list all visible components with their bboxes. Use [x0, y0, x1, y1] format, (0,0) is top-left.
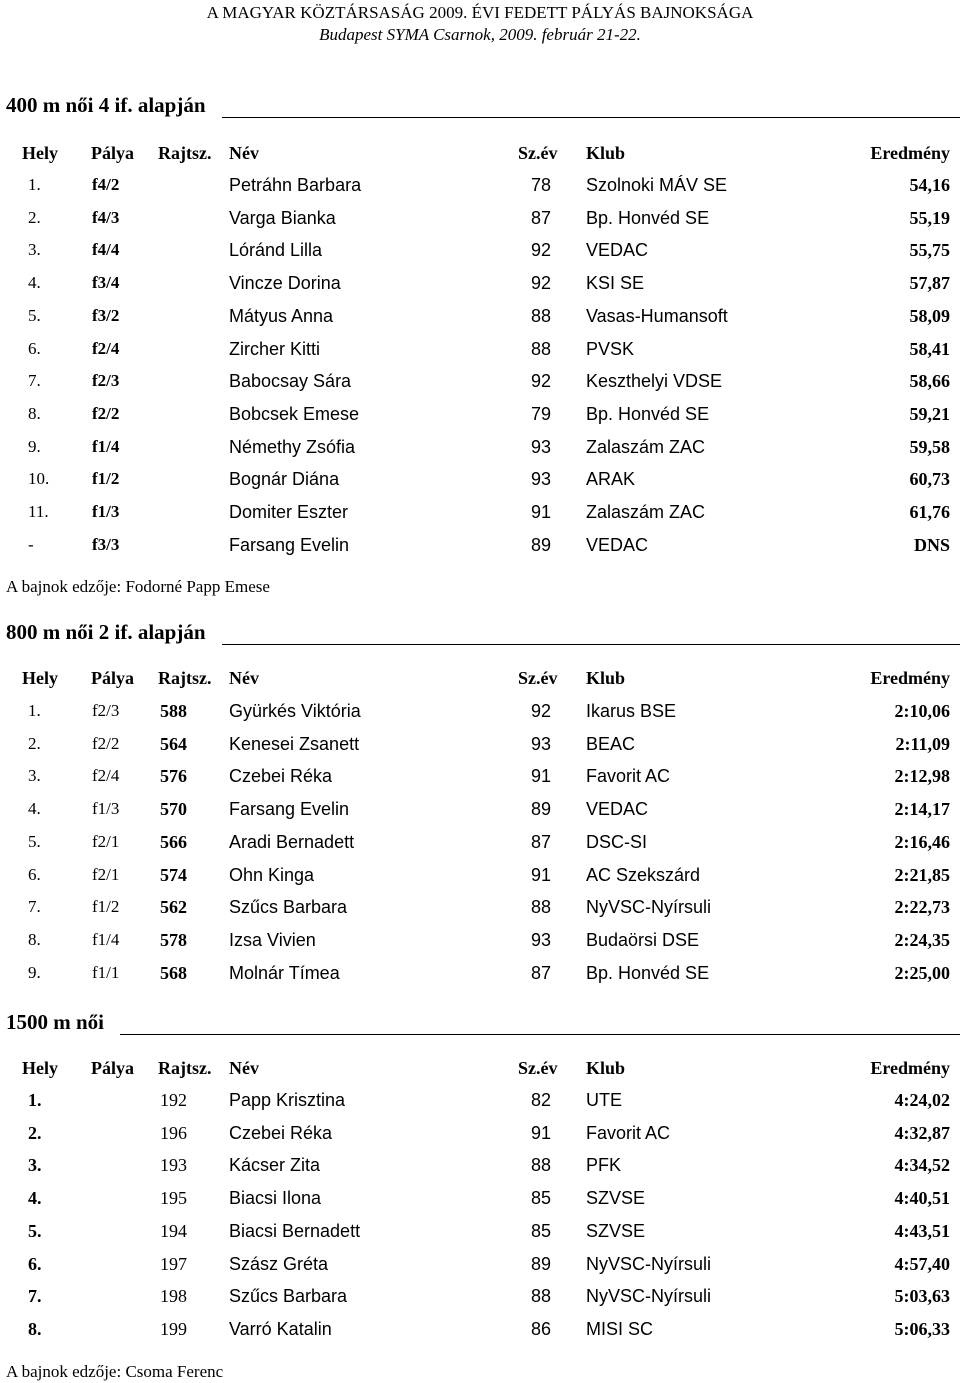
- cell-nev: Kácser Zita: [229, 1155, 321, 1176]
- section-rule: [222, 117, 960, 118]
- cell-klub: VEDAC: [586, 799, 649, 820]
- cell-nev: Petráhn Barbara: [229, 175, 362, 195]
- table-row: [0, 532, 960, 558]
- column-header-hely: Hely: [22, 668, 58, 688]
- cell-rajt: 576: [160, 766, 187, 787]
- cell-hely: 7.: [28, 371, 41, 391]
- cell-klub: VEDAC: [586, 534, 649, 555]
- cell-hely: 9.: [28, 962, 41, 982]
- cell-nev: Domiter Eszter: [229, 502, 349, 522]
- column-header-rajtszam: Rajtsz.: [158, 668, 212, 688]
- cell-nev: Gyürkés Viktória: [229, 701, 361, 721]
- table-row: [0, 205, 960, 231]
- cell-nev: Vincze Dorina: [229, 273, 341, 294]
- cell-palya: f2/1: [92, 864, 120, 884]
- cell-ev: 91: [531, 1122, 552, 1143]
- cell-hely: 3.: [28, 1155, 42, 1176]
- cell-palya: f1/3: [92, 799, 120, 819]
- cell-klub: PVSK: [586, 338, 635, 359]
- table-row: [0, 1218, 960, 1244]
- cell-ev: 91: [531, 766, 552, 787]
- cell-hely: 6.: [28, 338, 41, 358]
- cell-ered: 57,87: [909, 273, 950, 294]
- cell-klub: UTE: [586, 1090, 622, 1110]
- table-row: [0, 368, 960, 394]
- cell-klub: Keszthelyi VDSE: [586, 371, 723, 392]
- cell-palya: f2/3: [92, 701, 120, 720]
- cell-nev: Aradi Bernadett: [229, 831, 355, 852]
- cell-ered: 5:06,33: [894, 1318, 950, 1339]
- cell-rajt: 568: [160, 962, 187, 983]
- cell-nev: Ohn Kinga: [229, 864, 315, 885]
- cell-rajt: 195: [160, 1188, 187, 1209]
- column-header-nev: Név: [229, 1058, 259, 1078]
- column-header-rajtszam: Rajtsz.: [158, 143, 212, 163]
- cell-nev: Varga Bianka: [229, 207, 336, 228]
- cell-ered: 2:22,73: [894, 897, 950, 918]
- cell-klub: AC Szekszárd: [586, 864, 701, 885]
- cell-ev: 78: [531, 175, 552, 195]
- cell-ev: 89: [531, 1253, 552, 1274]
- cell-palya: f4/3: [92, 207, 120, 227]
- cell-nev: Szász Gréta: [229, 1253, 329, 1274]
- cell-hely: 3.: [28, 766, 41, 786]
- cell-nev: Farsang Evelin: [229, 534, 350, 555]
- cell-ev: 93: [531, 436, 552, 457]
- cell-klub: ARAK: [586, 469, 636, 490]
- cell-hely: 3.: [28, 240, 41, 260]
- cell-klub: MISI SC: [586, 1318, 654, 1339]
- cell-ev: 93: [531, 733, 552, 754]
- table-row: [0, 763, 960, 789]
- venue-date: Budapest SYMA Csarnok, 2009. február 21-22.: [319, 25, 641, 44]
- cell-ev: 92: [531, 371, 552, 392]
- column-header-rajtszam: Rajtsz.: [158, 1058, 212, 1078]
- cell-ered: 2:16,46: [894, 831, 950, 852]
- cell-rajt: 566: [160, 831, 187, 852]
- cell-klub: Zalaszám ZAC: [586, 436, 706, 457]
- cell-hely: 8.: [28, 1318, 42, 1339]
- column-header-palya: Pálya: [91, 668, 134, 688]
- column-header-szuletesi_ev: Sz.év: [518, 143, 558, 163]
- cell-ered: 58,66: [909, 371, 950, 392]
- cell-nev: Biacsi Bernadett: [229, 1220, 361, 1241]
- cell-ev: 88: [531, 305, 552, 326]
- table-row: [0, 829, 960, 855]
- cell-rajt: 196: [160, 1122, 187, 1143]
- cell-klub: SZVSE: [586, 1188, 646, 1209]
- cell-ered: 55,75: [909, 240, 950, 261]
- cell-hely: 6.: [28, 864, 41, 884]
- cell-ev: 87: [531, 962, 552, 983]
- cell-palya: f1/2: [92, 897, 120, 917]
- cell-ev: 87: [531, 207, 552, 228]
- table-row: [0, 1283, 960, 1309]
- table-row: [0, 960, 960, 986]
- column-header-eredmeny: Eredmény: [870, 143, 950, 163]
- cell-klub: Vasas-Humansoft: [586, 305, 728, 326]
- cell-ev: 91: [531, 864, 552, 885]
- cell-rajt: 198: [160, 1286, 187, 1307]
- coach-note: A bajnok edzője: Csoma Ferenc: [6, 1362, 224, 1381]
- cell-hely: -: [28, 534, 34, 554]
- cell-ered: 54,16: [909, 175, 950, 195]
- cell-ev: 88: [531, 338, 552, 359]
- cell-ered: 61,76: [909, 502, 950, 522]
- cell-rajt: 193: [160, 1155, 187, 1176]
- cell-klub: Budaörsi DSE: [586, 929, 700, 950]
- table-row: [0, 1152, 960, 1178]
- cell-ered: 5:03,63: [894, 1286, 950, 1307]
- cell-ev: 86: [531, 1318, 552, 1339]
- column-header-klub: Klub: [586, 668, 626, 688]
- cell-palya: f1/4: [92, 436, 120, 456]
- table-row: [0, 1251, 960, 1277]
- table-row: [0, 270, 960, 296]
- cell-ev: 82: [531, 1090, 552, 1110]
- column-header-szuletesi_ev: Sz.év: [518, 668, 558, 688]
- cell-nev: Zircher Kitti: [229, 338, 321, 359]
- cell-palya: f1/4: [92, 929, 120, 949]
- cell-klub: SZVSE: [586, 1220, 646, 1241]
- cell-klub: Ikarus BSE: [586, 701, 677, 721]
- cell-palya: f2/1: [92, 831, 120, 851]
- cell-ev: 87: [531, 831, 552, 852]
- cell-nev: Bognár Diána: [229, 469, 340, 490]
- cell-palya: f2/3: [92, 371, 120, 391]
- cell-klub: Bp. Honvéd SE: [586, 207, 710, 228]
- cell-ered: 2:12,98: [894, 766, 950, 787]
- cell-klub: NyVSC-Nyírsuli: [586, 1253, 712, 1274]
- cell-ev: 88: [531, 1286, 552, 1307]
- cell-hely: 8.: [28, 929, 41, 949]
- cell-palya: f3/4: [92, 273, 120, 293]
- section-rule: [120, 1034, 960, 1035]
- cell-hely: 10.: [28, 469, 50, 489]
- cell-hely: 1.: [28, 1090, 42, 1110]
- column-header-nev: Név: [229, 668, 259, 688]
- cell-klub: Favorit AC: [586, 1122, 671, 1143]
- cell-ev: 89: [531, 799, 552, 820]
- cell-nev: Szűcs Barbara: [229, 897, 348, 918]
- table-row: [0, 796, 960, 822]
- cell-hely: 11.: [28, 502, 49, 521]
- cell-nev: Izsa Vivien: [229, 929, 316, 950]
- cell-palya: f3/3: [92, 534, 120, 554]
- cell-ered: 4:34,52: [894, 1155, 950, 1176]
- cell-ered: 4:32,87: [894, 1122, 950, 1143]
- cell-ered: 2:21,85: [894, 864, 950, 885]
- cell-hely: 7.: [28, 897, 41, 917]
- cell-ered: 55,19: [909, 207, 950, 228]
- cell-nev: Papp Krisztina: [229, 1090, 346, 1110]
- table-row: [0, 172, 960, 198]
- cell-hely: 9.: [28, 436, 41, 456]
- cell-hely: 7.: [28, 1286, 42, 1307]
- cell-hely: 2.: [28, 1122, 42, 1143]
- table-row: [0, 698, 960, 724]
- cell-nev: Mátyus Anna: [229, 305, 334, 326]
- cell-nev: Farsang Evelin: [229, 799, 350, 820]
- cell-hely: 8.: [28, 403, 41, 423]
- table-row: [0, 1087, 960, 1113]
- table-row: [0, 731, 960, 757]
- table-row: [0, 927, 960, 953]
- cell-ev: 93: [531, 929, 552, 950]
- cell-hely: 4.: [28, 273, 41, 293]
- cell-hely: 4.: [28, 1188, 42, 1209]
- cell-ered: 59,58: [909, 436, 950, 457]
- cell-palya: f1/1: [92, 962, 120, 982]
- cell-klub: NyVSC-Nyírsuli: [586, 1286, 712, 1307]
- table-header: [0, 1055, 960, 1081]
- table-header: [0, 665, 960, 691]
- cell-ered: 2:11,09: [895, 733, 950, 754]
- cell-palya: f2/2: [92, 733, 120, 753]
- table-header: [0, 140, 960, 166]
- cell-nev: Czebei Réka: [229, 1122, 333, 1143]
- cell-klub: Bp. Honvéd SE: [586, 962, 710, 983]
- column-header-hely: Hely: [22, 143, 58, 163]
- cell-ev: 88: [531, 897, 552, 918]
- cell-ered: 2:25,00: [894, 962, 950, 983]
- cell-klub: NyVSC-Nyírsuli: [586, 897, 712, 918]
- table-row: [0, 1185, 960, 1211]
- cell-rajt: 588: [160, 701, 187, 721]
- cell-palya: f2/4: [92, 766, 120, 786]
- cell-palya: f2/2: [92, 403, 120, 423]
- cell-klub: PFK: [586, 1155, 622, 1176]
- cell-klub: Bp. Honvéd SE: [586, 403, 710, 424]
- cell-ev: 91: [531, 502, 552, 522]
- section-rule: [222, 644, 960, 645]
- cell-nev: Czebei Réka: [229, 766, 333, 787]
- column-header-palya: Pálya: [91, 143, 134, 163]
- cell-rajt: 194: [160, 1220, 187, 1241]
- cell-klub: BEAC: [586, 733, 636, 754]
- cell-hely: 2.: [28, 207, 41, 227]
- section-title: 1500 m női: [6, 1010, 105, 1034]
- cell-klub: Zalaszám ZAC: [586, 502, 706, 522]
- cell-nev: Varró Katalin: [229, 1318, 332, 1339]
- cell-ered: 60,73: [909, 469, 950, 490]
- cell-palya: f4/4: [92, 240, 120, 260]
- table-row: [0, 499, 960, 525]
- cell-hely: 1.: [28, 701, 41, 720]
- cell-nev: Némethy Zsófia: [229, 436, 356, 457]
- section-title: 800 m női 2 if. alapján: [6, 620, 206, 644]
- column-header-nev: Név: [229, 143, 259, 163]
- cell-ev: 88: [531, 1155, 552, 1176]
- cell-nev: Biacsi Ilona: [229, 1188, 322, 1209]
- table-row: [0, 434, 960, 460]
- cell-ered: 4:24,02: [894, 1090, 950, 1110]
- cell-rajt: 578: [160, 929, 187, 950]
- cell-ered: 4:57,40: [894, 1253, 950, 1274]
- cell-ered: 4:43,51: [894, 1220, 950, 1241]
- cell-ered: 58,09: [909, 305, 950, 326]
- cell-hely: 5.: [28, 1220, 42, 1241]
- cell-palya: f1/2: [92, 469, 120, 489]
- table-row: [0, 336, 960, 362]
- cell-klub: KSI SE: [586, 273, 645, 294]
- table-row: [0, 303, 960, 329]
- table-row: [0, 401, 960, 427]
- table-row: [0, 1316, 960, 1342]
- cell-ev: 89: [531, 534, 552, 555]
- table-row: [0, 862, 960, 888]
- cell-ered: 59,21: [909, 403, 950, 424]
- column-header-klub: Klub: [586, 1058, 626, 1078]
- cell-nev: Bobcsek Emese: [229, 403, 360, 424]
- cell-ered: 2:10,06: [894, 701, 950, 721]
- cell-rajt: 199: [160, 1318, 187, 1339]
- cell-ev: 92: [531, 273, 552, 294]
- cell-ev: 93: [531, 469, 552, 490]
- cell-palya: f2/4: [92, 338, 120, 358]
- cell-klub: Favorit AC: [586, 766, 671, 787]
- column-header-palya: Pálya: [91, 1058, 134, 1078]
- column-header-klub: Klub: [586, 143, 626, 163]
- cell-rajt: 197: [160, 1253, 187, 1274]
- cell-ered: 4:40,51: [894, 1188, 950, 1209]
- cell-ered: DNS: [913, 534, 950, 555]
- section-title: 400 m női 4 if. alapján: [6, 93, 206, 117]
- cell-nev: Kenesei Zsanett: [229, 733, 360, 754]
- cell-palya: f4/2: [92, 175, 120, 194]
- cell-nev: Lóránd Lilla: [229, 240, 323, 261]
- cell-nev: Molnár Tímea: [229, 962, 340, 983]
- cell-hely: 2.: [28, 733, 41, 753]
- cell-ered: 2:14,17: [894, 799, 950, 820]
- column-header-eredmeny: Eredmény: [870, 1058, 950, 1078]
- cell-klub: VEDAC: [586, 240, 649, 261]
- cell-rajt: 562: [160, 897, 187, 918]
- cell-nev: Szűcs Barbara: [229, 1286, 348, 1307]
- table-row: [0, 466, 960, 492]
- cell-ev: 92: [531, 701, 552, 721]
- cell-ev: 92: [531, 240, 552, 261]
- column-header-hely: Hely: [22, 1058, 58, 1078]
- cell-klub: Szolnoki MÁV SE: [586, 175, 728, 195]
- cell-hely: 1.: [28, 175, 41, 194]
- cell-hely: 6.: [28, 1253, 42, 1274]
- cell-ev: 79: [531, 403, 552, 424]
- document-header: [0, 2, 960, 46]
- cell-ered: 2:24,35: [894, 929, 950, 950]
- cell-hely: 4.: [28, 799, 41, 819]
- cell-rajt: 564: [160, 733, 187, 754]
- cell-hely: 5.: [28, 305, 41, 325]
- cell-rajt: 570: [160, 799, 187, 820]
- cell-palya: f3/2: [92, 305, 120, 325]
- table-row: [0, 1120, 960, 1146]
- column-header-eredmeny: Eredmény: [870, 668, 950, 688]
- coach-note: A bajnok edzője: Fodorné Papp Emese: [6, 577, 270, 596]
- table-row: [0, 237, 960, 263]
- cell-rajt: 192: [160, 1090, 187, 1110]
- cell-ev: 85: [531, 1188, 552, 1209]
- table-row: [0, 894, 960, 920]
- championship-title: A MAGYAR KÖZTÁRSASÁG 2009. ÉVI FEDETT PÁLYÁS BAJNOKSÁGA: [206, 3, 754, 22]
- cell-nev: Babocsay Sára: [229, 371, 352, 392]
- cell-klub: DSC-SI: [586, 831, 648, 852]
- cell-palya: f1/3: [92, 502, 120, 521]
- column-header-szuletesi_ev: Sz.év: [518, 1058, 558, 1078]
- cell-rajt: 574: [160, 864, 187, 885]
- cell-ev: 85: [531, 1220, 552, 1241]
- cell-ered: 58,41: [909, 338, 950, 359]
- cell-hely: 5.: [28, 831, 41, 851]
